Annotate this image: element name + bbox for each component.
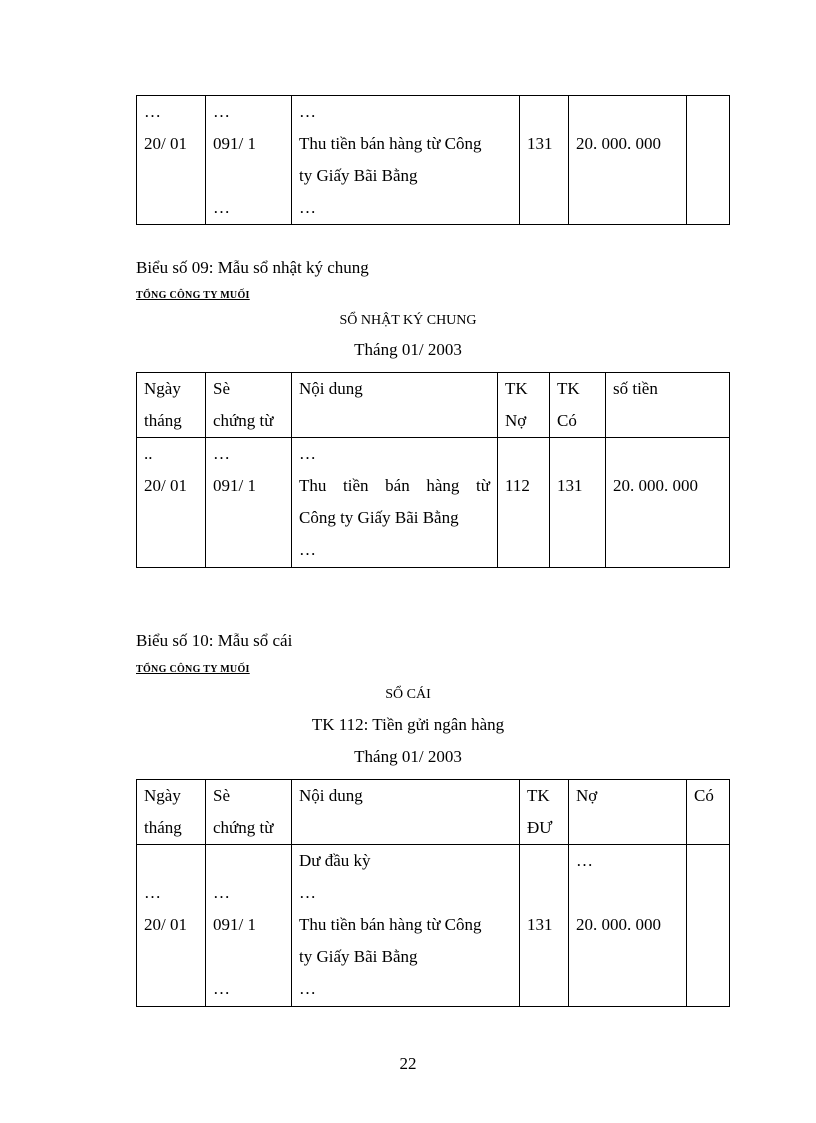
header-date <box>137 373 206 438</box>
cell-line: 091/ 1 <box>213 915 256 934</box>
credit-cell <box>687 845 730 1007</box>
ledger-month: Tháng 01/ 2003 <box>354 747 462 766</box>
cell-line: … <box>299 540 316 559</box>
cell-line: … <box>213 979 230 998</box>
company-name: TỔNG CÔNG TY MUỐI <box>136 664 250 675</box>
header-content <box>292 373 498 438</box>
date-cell <box>137 438 206 568</box>
cell-line: 131 <box>527 915 553 934</box>
header-line: tháng <box>144 818 182 837</box>
cell-line: 20. 000. 000 <box>576 134 661 153</box>
header-line: chứng từ <box>213 411 274 430</box>
amount-cell <box>569 96 687 225</box>
header-line: số tiền <box>613 379 658 398</box>
header-line: Nợ <box>505 411 527 430</box>
journal-title: SỔ NHẬT KÝ CHUNG <box>339 313 477 328</box>
journal-month: Tháng 01/ 2003 <box>354 340 462 359</box>
amount-cell <box>606 438 730 568</box>
credit-account-cell <box>550 438 606 568</box>
cell-line: … <box>299 102 316 121</box>
table-row <box>137 96 730 225</box>
cell-line: 131 <box>527 134 553 153</box>
account-cell <box>520 96 569 225</box>
cell-line: … <box>213 102 230 121</box>
debit-account-cell <box>498 438 550 568</box>
cell-line <box>213 160 284 192</box>
cell-line <box>213 941 284 973</box>
cell-line: … <box>299 979 316 998</box>
cell-line: 091/ 1 <box>213 134 256 153</box>
ledger-account-title: TK 112: Tiền gửi ngân hàng <box>311 715 505 734</box>
header-line: Nội dung <box>299 379 363 398</box>
header-line: Nợ <box>576 786 598 805</box>
content-cell <box>292 845 520 1007</box>
date-cell <box>137 845 206 1007</box>
empty-cell <box>687 96 730 225</box>
cell-line <box>213 845 284 877</box>
header-line: TK <box>557 379 580 398</box>
cell-line <box>144 845 198 877</box>
ledger-table-continued <box>136 95 730 225</box>
caption-10: Biểu số 10: Mẫu sổ cái <box>136 631 293 650</box>
cell-line: … <box>299 198 316 217</box>
header-row <box>137 373 730 438</box>
header-line: TK <box>505 379 528 398</box>
cell-line: Thu tiền bán hàng từ Công <box>299 134 482 153</box>
cell-line: 112 <box>505 476 530 495</box>
cell-line: 20/ 01 <box>144 476 187 495</box>
cell-line: 091/ 1 <box>213 476 256 495</box>
page-number: 22 <box>399 1054 417 1073</box>
cell-line: 20/ 01 <box>144 134 187 153</box>
content-cell <box>292 438 498 568</box>
header-line: Có <box>557 411 577 430</box>
header-line: Có <box>694 786 714 805</box>
header-content <box>292 780 520 845</box>
table-row <box>137 438 730 568</box>
cell-line: … <box>213 883 230 902</box>
cell-line: Dư đầu kỳ <box>299 851 371 870</box>
header-contra-account <box>520 780 569 845</box>
voucher-cell <box>206 438 292 568</box>
debit-cell <box>569 845 687 1007</box>
content-cell <box>292 96 520 225</box>
header-credit <box>550 373 606 438</box>
cell-line: … <box>144 883 161 902</box>
general-journal-table <box>136 372 730 568</box>
cell-line: ty Giấy Bãi Bằng <box>299 166 418 185</box>
header-line: tháng <box>144 411 182 430</box>
cell-line: 131 <box>557 476 583 495</box>
header-line: Ngày <box>144 379 181 398</box>
cell-line: .. <box>144 444 153 463</box>
header-voucher <box>206 780 292 845</box>
cell-line <box>576 877 679 909</box>
cell-line: Thu tiền bán hàng từ <box>299 476 490 495</box>
header-line: Nội dung <box>299 786 363 805</box>
header-debit <box>498 373 550 438</box>
header-date <box>137 780 206 845</box>
header-amount <box>606 373 730 438</box>
header-line: TK <box>527 786 550 805</box>
cell-line: … <box>213 444 230 463</box>
table-row <box>137 845 730 1007</box>
header-row <box>137 780 730 845</box>
date-cell <box>137 96 206 225</box>
header-credit <box>687 780 730 845</box>
general-ledger-table <box>136 779 730 1007</box>
header-line: Sè <box>213 379 230 398</box>
cell-line: … <box>299 444 316 463</box>
caption-09: Biểu số 09: Mẫu sổ nhật ký chung <box>136 258 369 277</box>
voucher-cell <box>206 96 292 225</box>
cell-line: … <box>213 198 230 217</box>
cell-line: ty Giấy Bãi Bằng <box>299 947 418 966</box>
ledger-title: SỔ CÁI <box>385 687 431 702</box>
header-line: Ngày <box>144 786 181 805</box>
cell-line: Thu tiền bán hàng từ Công <box>299 915 482 934</box>
contra-account-cell <box>520 845 569 1007</box>
cell-line: … <box>576 851 593 870</box>
cell-line: 20/ 01 <box>144 915 187 934</box>
header-voucher <box>206 373 292 438</box>
company-name: TỔNG CÔNG TY MUỐI <box>136 290 250 301</box>
header-line: Sè <box>213 786 230 805</box>
cell-line: 20. 000. 000 <box>576 915 661 934</box>
cell-line: … <box>144 102 161 121</box>
header-line: chứng từ <box>213 818 274 837</box>
header-debit <box>569 780 687 845</box>
cell-line: Công ty Giấy Bãi Bằng <box>299 508 459 527</box>
header-line: ĐƯ <box>527 818 553 837</box>
voucher-cell <box>206 845 292 1007</box>
cell-line: … <box>299 883 316 902</box>
cell-line: 20. 000. 000 <box>613 476 698 495</box>
